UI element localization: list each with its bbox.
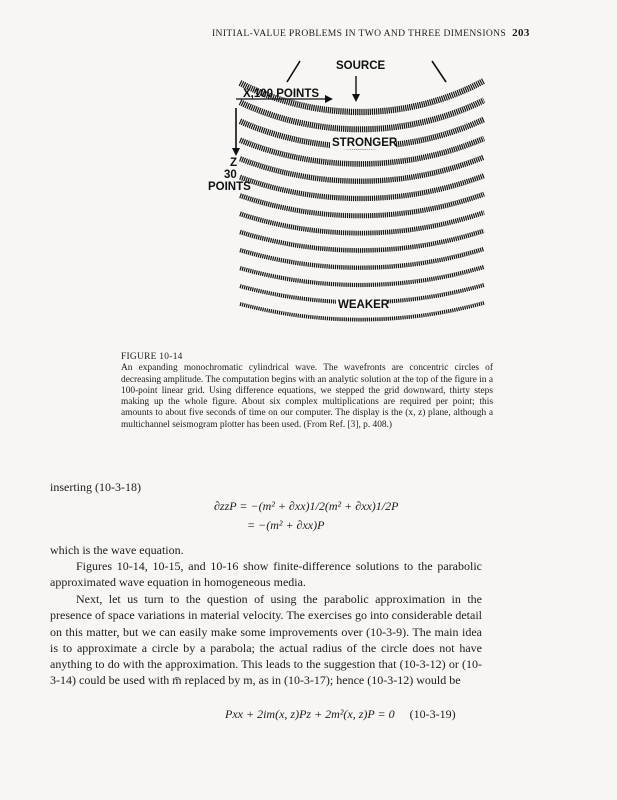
wavefront-band: [240, 267, 484, 285]
figure-caption: [121, 352, 493, 431]
equation-10-3-19: [225, 707, 456, 722]
x-axis-arrow-head: [325, 95, 333, 103]
paragraph-wave-equation: which is the wave equation.: [50, 543, 184, 557]
z-points-label: POINTS: [208, 181, 251, 193]
paragraph-figures: Figures 10-14, 10-15, and 10-16 show finite-difference solutions to the parabolic approximated wave equation in homogeneous media.: [50, 559, 482, 590]
running-title: INITIAL-VALUE PROBLEMS IN TWO AND THREE DIMENSIONS: [212, 28, 507, 39]
z-label: Z: [230, 157, 238, 169]
wavefront-band: [240, 157, 484, 181]
equation-10-3-19-text: Pxx + 2im(x, z)Pz + 2m²(x, z)P = 0: [225, 707, 395, 721]
equation-10-3-19-number: (10-3-19): [409, 707, 456, 721]
source-label: SOURCE: [336, 60, 386, 72]
left-slant-line: [287, 61, 300, 82]
right-slant-line: [432, 61, 446, 82]
paragraph-parabolic: Next, let us turn to the question of using the parabolic approximation in the presence of space variations in material velocity. The exercises go into considerable detail on this matter, but we can easily make some improvements over (10-3-9). The main idea is to approximate a circle by a parabola; the actual radius of the circle does not have anything to do with the approximation. This leads to the suggestion that (10-3-12) or (10-3-14) could be used with m̄ replaced by m, as in (10-3-17); hence (10-3-12) would be: [50, 592, 482, 688]
source-arrow-head: [352, 94, 360, 102]
equation-wave-line2: [247, 518, 324, 533]
x-points-label: X,100 POINTS: [243, 88, 320, 100]
z-count-label: 30: [224, 169, 237, 181]
equation-wave-line2-text: = −(m² + ∂xx)P: [247, 518, 325, 532]
figure-caption-title: FIGURE 10-14: [121, 352, 183, 362]
page-number: 203: [512, 27, 530, 39]
inserting-line: inserting (10-3-18): [50, 480, 141, 494]
wavefront-band: [240, 249, 484, 268]
wavefront-figure: [0, 0, 617, 345]
wavefront-bands: [240, 81, 484, 320]
stronger-label: STRONGER: [332, 137, 398, 149]
equation-wave-line1-text: ∂zzP = −(m² + ∂xx)1/2(m² + ∂xx)1/2P: [214, 499, 399, 513]
weaker-label: WEAKER: [338, 299, 390, 311]
z-axis-arrow-head: [232, 148, 240, 156]
figure-caption-text: An expanding monochromatic cylindrical wave. The wavefronts are concentric circles of decreasing amplitude. The computation begins with an analytic solution at the top of the figure in a 100-point linear grid. Using difference equations, we stepped the grid downward, thirty steps making up the whole figure. About six complex multiplications are required per point; this amounts to about five seconds of time on our computer. The display is the (x, z) plane, although a multichannel seismogram plotter has been used. (From Ref. [3], p. 408.): [121, 363, 493, 430]
equation-wave-line1: [214, 499, 398, 514]
